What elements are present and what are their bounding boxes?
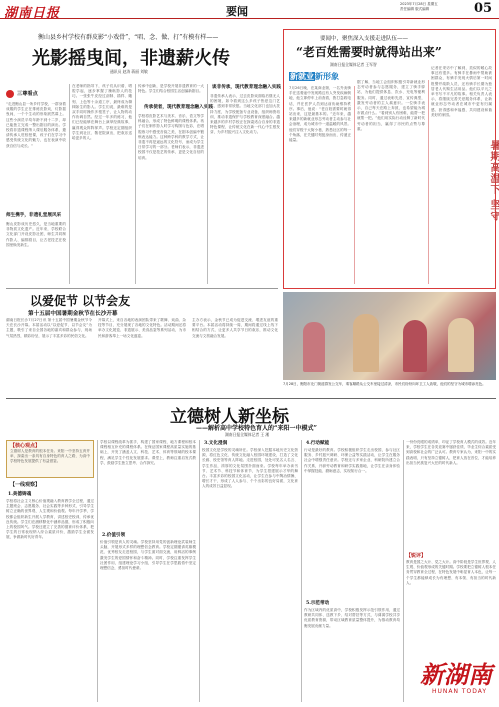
newspaper-logo: 湖南日报 <box>4 6 61 21</box>
story4-col4-text-b: 作为区域内的优质高中，学校积极发挥示范引领作用，通过教研共同体、送教下乡、结对帮扶等方式，与薄弱学校共享优质教育资源，带动区域教育质量整体提升，为推动教育均衡发展贡献力量。 <box>304 608 400 628</box>
date-line <box>400 2 450 11</box>
box-label-observe: 【一线观察】 <box>10 482 41 488</box>
side-column-title: 暑期高温下 坚守 <box>488 140 499 222</box>
numbered-head-2: 2.价值引领 <box>102 533 126 538</box>
story3-subhead: 第十五届中国暑期金秋节在长沙开幕 <box>28 311 118 317</box>
story4-subhead: ——解析高中学校特色育人的“来阳一中模式” <box>196 425 317 432</box>
story4-headline: 立德树人新坐标 <box>170 407 289 427</box>
column-divider <box>207 84 208 284</box>
story3-col1-text: 湖南日报长沙7月27日讯 第十五届中国暑期金秋节今天在长沙开幕。本届活动以“以爱促节、以节会友”为主题，吸引了来自全国各地的嘉宾和群众参与，现场气氛热烈，精彩纷呈，展示了丰富多彩的民俗文化。 <box>6 318 92 338</box>
story4-col5-text-b: 教育是国之大计、党之大计。高中阶段是学生世界观、人生观、价值观形成的关键时期。学校要把立德树人根本任务贯穿教育全过程，在特色发展中彰显育人本色，让每一个学生都能够成长为有理想、有本领、有担当的时代新人。 <box>406 560 496 585</box>
section-divider <box>6 288 278 289</box>
story1-col1-text-b: 衡山皮影戏历史悠久，是当地重要的非物质文化遗产。近年来，学校联合文化部门开设皮影社团，师生共同制作影人、编排剧目，让古老技艺在校园里焕发新生。 <box>6 222 66 247</box>
story1-col1-text: “走进衡山县一所乡村学校，一群身着戏服的学生正在排练皮影戏，灯影摇曳间，一个个生动的形象跃然幕上。这些小演员平均年龄不到十二岁，却已能独立完成一整出剧目的演出。学校将非遗课程纳入课后服务体系，邀请传承人驻校授课，孩子们在学习中感受传统文化的魅力，也在表演中收获自信与成长。” <box>6 102 66 148</box>
column-divider <box>135 84 136 284</box>
box-label-comment: 【锐评】 <box>406 553 427 559</box>
photo-caption: 7月28日，衡阳市北门街道群发公交车，乘客顺路从公交车里接过清凉，市民们纷纷向环卫工人致敬，他们的坚守为城市增添亮色。 <box>283 382 486 386</box>
photo-figure <box>303 322 325 372</box>
column-divider <box>354 86 355 284</box>
photo-figure <box>448 318 474 372</box>
story1-headline: 光影摇曳间，非遗薪火传 <box>32 48 230 69</box>
story4-byline: 湖南日报全媒体记者 王 湘 <box>225 432 270 437</box>
tag-left: 新就业 <box>290 72 314 81</box>
story3-col3-text: 主办方表示，金秋节已成为促进交流、增进友谊的重要平台。本届活动将持续一周，期间将通过线上线下相结合的方式，让更多人共享节日的欢乐，推动文化交流与文旅融合发展。 <box>192 318 278 338</box>
story1-col2-text: 在老师的指导下，孩子们从识谱、唱腔学起，逐步掌握了操纵影人的技巧。一张张牛皮经过刮制、描样、雕刻、上色等十余道工序，最终成为栩栩如生的影人。学生们说，最难的是双手同时操作多根签子，让人物的动作协调自然。经过一年多的练习，他们已经能够在舞台上演绎经典故事，赢得观众阵阵掌声。学校还定期组织学生到社区、敬老院演出，把欢乐送给更多的人。 <box>72 84 132 141</box>
story4-col1-text: 学校将社会主义核心价值观融入教育教学全过程，通过主题班会、志愿服务、社会实践等多种形式，引导学生树立正确的世界观、人生观和价值观。每年开学季，学校都会组织新生开展入学教育，讲述校史校训，传承优良传统。学生们在潜移默化中涵养品德，形成了积极向上的校园风气。学校还建立了完善的德育评价体系，把学生的日常表现纳入综合素质评价，激励学生全面发展，争做新时代好青年。 <box>6 499 94 540</box>
core-box-text: 立德树人是教育的根本任务。来阳一中坚持五育并举，探索出一条具有自身特色的育人之路，为高中学校特色发展提供了有益借鉴。 <box>10 449 90 464</box>
photo-figure <box>403 320 427 372</box>
column-divider <box>97 440 98 702</box>
column-divider <box>199 440 200 702</box>
story1-subhead-4: 谈非传承，现代教育理念融入实践 <box>212 85 281 90</box>
date-text: 2023年7月28日 星期五 <box>400 2 438 6</box>
numbered-head-3: 3.文化浸润 <box>204 441 228 446</box>
story2-col3-text: 记者在采访中了解到，类似的暖心故事还有很多。有骑手在暴雨中帮助被困群众，有骑手发现火情后第一时间报警并疏散人员，还有骑手长期为独居老人代购生活用品。他们以平凡之举书写不平凡的故事。相关负责人表示，将继续完善关爱服务体系，让新就业形态劳动者在城市中更有归属感、获得感和幸福感，共同建设和谐美好的家园。 <box>431 66 492 117</box>
story2-tag <box>289 71 339 82</box>
story2-headline: “老百姓需要时就得站出来” <box>296 45 442 59</box>
section-divider <box>6 398 496 399</box>
story1-col3-text: 传承中创新，是学校开展非遗教育的一大特色。学生们结合校园生活创编新剧目。 <box>138 84 204 94</box>
story1-kicker: 衡山县乡村学校有群皮影“小戏骨”，“唱、念、做、打”有模有样—— <box>38 34 219 41</box>
page-number: 05 <box>474 1 493 16</box>
story3-headline: 以爱促节 以节会友 <box>30 294 131 308</box>
editor-text: 责任编辑 版式编辑 <box>400 6 430 11</box>
story3-col2-text: 开幕式上，来自各地的表演团队带来了歌舞、戏曲、杂技等节目，充分展现了各地的文化特色。活动期间还将举办文化展览、非遗展示、美食品鉴等系列活动，为市民和游客奉上一场文化盛宴。 <box>98 318 186 338</box>
story4-col2-text: 学校以课程改革为抓手，构建了国家课程、地方课程和校本课程相互补充的课程体系。在保证国家课程高质量实施的基础上，开发了涵盖人文、科技、艺术、体育等领域的校本课程，满足学生个性化发展需求。课堂上，教师注重启发式教学，鼓励学生独立思考、合作探究。 <box>100 440 196 465</box>
story4-col2-text-b: 价值引领是育人的灵魂。学校坚持用党的创新理论武装师生头脑，开展形式多样的理想信念教育。学校定期邀请英雄模范、优秀校友走进校园，与学生面对面交流，用鲜活的事例激发学生的爱国情怀和奋斗精神。同时，学校注重发挥学生社团作用，组建理论学习小组，引导学生在学思践悟中坚定理想信念，勇担时代使命。 <box>100 540 196 571</box>
story1-col3-text-b: 学校将皮影艺术与美术、音乐、语文等学科融合，形成了特色鲜明的课程体系。孩子们在制作影人时学习构图与色彩，在唱腔练习中感受音韵之美，在剧本创编中锻炼表达能力。这种跨学科的教学方式，让非遗不再是遥远的文化符号，而成为学生日常学习的一部分。老师们表示，非遗进校园不仅是技艺的传承，更是文化自信的培育。 <box>138 114 204 160</box>
column-divider <box>428 80 429 284</box>
section-dot-icon <box>6 90 14 98</box>
watermark-logo: 新湖南 <box>420 660 492 689</box>
numbered-head-1: 1.美德铸魂 <box>8 492 32 497</box>
watermark-subtitle: HUNAN TODAY <box>432 688 488 695</box>
numbered-head-4: 4.行动赋能 <box>306 441 330 446</box>
story1-subhead-1: 三尊看点 <box>17 91 38 97</box>
story2-col1-text: 7月26日晚，在某商业街，一名外卖骑手在送餐途中发现路边有人突发疾病倒地，他立即停车上前查看，拨打急救电话，并在医护人员到达前协助维持秩序。事后，他说：“老百姓需要时就得站出来，这是最基本的。”近年来，越来越多的新就业形态劳动者主动参与社会治理，成为城市中一道温暖的风景。他们穿梭于大街小巷，熟悉社区的每一个角落，在关键时刻挺身而出，传递正能量。 <box>289 86 351 143</box>
column-divider <box>301 440 302 702</box>
section-title: 要闻 <box>226 5 248 18</box>
news-photo <box>283 292 496 380</box>
story2-col2-text: 据了解，当地工会组织积极引导新就业形态劳动者参与志愿服务，建立了骑手驿站，为他们提供休息、饮水、充电等便利服务。同时，通过表彰先进、宣传典型，激发劳动者的主人翁意识。一位骑手表示，自己每天在路上奔波，也希望能为城市做点什么。“看到别人有困难，能帮一把就帮一把。”他们用实际行动诠释了新时代劳动者的担当，赢得了市民的点赞与尊重。 <box>357 80 425 131</box>
story1-subhead-2: 师生携手，非遗礼堂展风采 <box>6 213 62 218</box>
column-divider <box>69 84 70 284</box>
story2-byline: 湖南日报全媒体记者 王军智 <box>330 62 377 67</box>
story4-col4-text: 行动是最好的教育。学校积极组织学生走出校园，参与社区服务、乡村振兴调研、环保公益等实践活动，让学生在服务社会中增强责任意识。学校还与多家企业、科研院所建立合作关系，开辟劳动教育和研学实践基地，让学生在亲身体验中掌握技能、磨砺意志，实现知行合一。 <box>304 448 400 473</box>
story1-byline: 通讯员 赵涛 蒋丽 刘敏 <box>110 69 148 74</box>
story4-col3-text: 校园文化是学校的灵魂所在。学校深入挖掘本地历史文化资源，将红色文化、传统文化融入校园环境建设，打造了文化长廊、校史馆等育人阵地。走进校园，处处可见名人名言、学生作品，浓厚的文化氛围扑面而来。学校每年举办读书节、艺术节、科技节和体育节，为学生搭建展示才华的舞台。丰富多彩的校园文化活动，让学生在参与中陶冶情操、增长才干，形成了人人参与、个个出彩的良好局面，文化育人的成效日益显现。 <box>202 448 298 489</box>
story1-col4-text: 非遗传承人表示，过去皮影戏面临后继无人的困境，如今看到这么多孩子热爱这门艺术，感到非常欣慰。当地文化部门也加大扶持力度，为学校配备专业设备，组织师资培训，推动非遗保护与学校教育深度融合。越来越多的乡村学校正在探索适合自身的非遗特色课程，让传统文化在新一代心中生根发芽，为乡村振兴注入文化动力。 <box>210 94 280 135</box>
story1-subhead-3: 传承使者，现代教育理念融入实践 <box>144 105 213 110</box>
story2-kicker: 要闻中，聚焦深入支援走进队伍—— <box>320 36 409 42</box>
photo-figure <box>353 314 379 372</box>
column-divider <box>403 440 404 702</box>
tag-right: 新形象 <box>315 72 339 81</box>
story4-col5-text: 一份份亮眼的成绩单，印证了学校育人模式的成效。近年来，学校学生在各类竞赛中屡获佳绩，毕业生综合素质受到高校和社会的广泛认可。教育专家认为，来阳一中的实践表明，只有坚持立德树人，把育人放在首位，才能培养出担当民族复兴大任的时代新人。 <box>406 440 496 465</box>
numbered-head-5: 5.示范带动 <box>306 601 330 606</box>
box-label-core: 【核心观点】 <box>10 443 41 449</box>
